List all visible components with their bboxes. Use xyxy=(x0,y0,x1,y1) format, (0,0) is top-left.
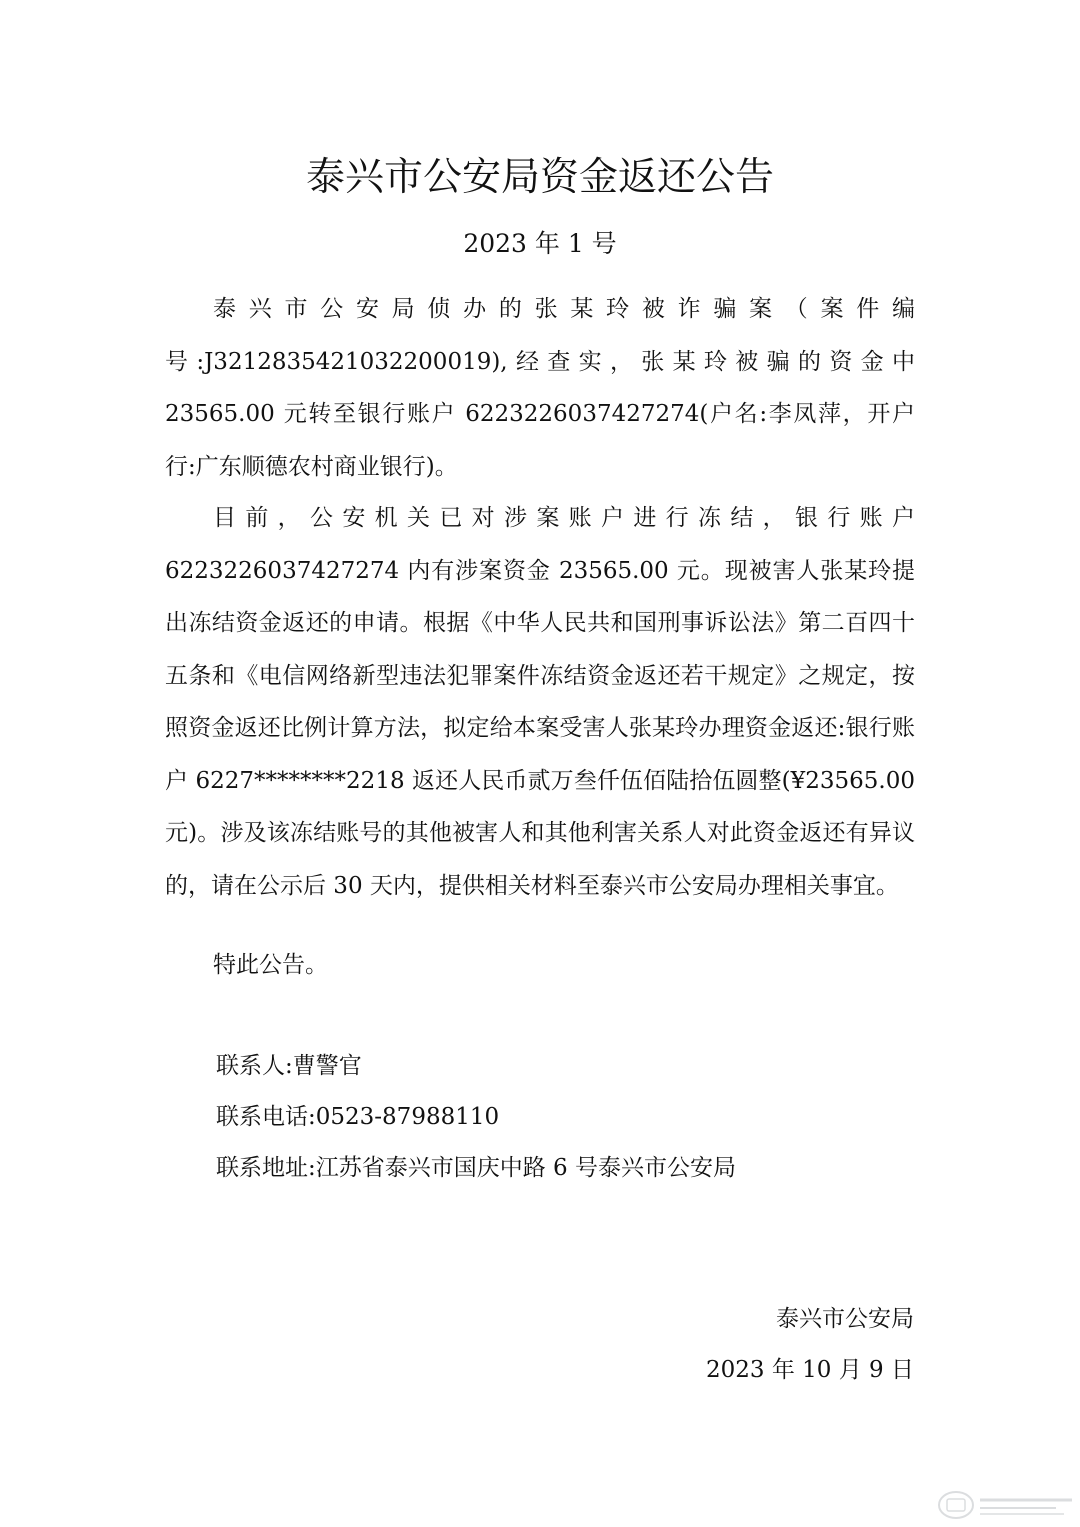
issuer-signature: 泰兴市公安局 xyxy=(776,1306,914,1332)
site-logo-watermark-icon xyxy=(936,1488,1076,1522)
paragraph-refund-decision: 目前，公安机关已对涉案账户进行冻结，银行账户 6223226037427274 内有涉案资金 23565.00 元。现被害人张某玲提出冻结资金返还的申请。根据《中华人民共和国刑事诉讼法》第二百四十五条和《电信网络新型违法犯罪案件冻结资金返还若干规定》之规定，按照资金返还比例计算方法，拟定给本案受害人张某玲办理资金返还:银行账户 6227********2218 返还人民币贰万叁仟伍佰陆拾伍圆整(¥23565.00 元)。涉及该冻结账号的其他被害人和其他利害关系人对此资金返还有异议的，请在公示后 30 天内，提供相关材料至泰兴市公安局办理相关事宜。 xyxy=(165,505,915,899)
contact-address: 联系地址:江苏省泰兴市国庆中路 6 号泰兴市公安局 xyxy=(216,1155,737,1181)
paragraph-closing: 特此公告。 xyxy=(213,952,328,978)
issue-date: 2023 年 10 月 9 日 xyxy=(706,1357,914,1383)
contact-phone: 联系电话:0523-87988110 xyxy=(216,1104,500,1130)
paragraph-case-description: 泰兴市公安局侦办的张某玲被诈骗案（案件编号:J3212835421032200019),经查实，张某玲被骗的资金中 23565.00 元转至银行账户 6223226037427274(户名:李凤萍，开户行:广东顺德农村商业银行)。 xyxy=(165,296,915,480)
page-title: 泰兴市公安局资金返还公告 xyxy=(305,155,774,200)
contact-person: 联系人:曹警官 xyxy=(216,1053,362,1079)
document-number: 2023 年 1 号 xyxy=(463,229,617,258)
